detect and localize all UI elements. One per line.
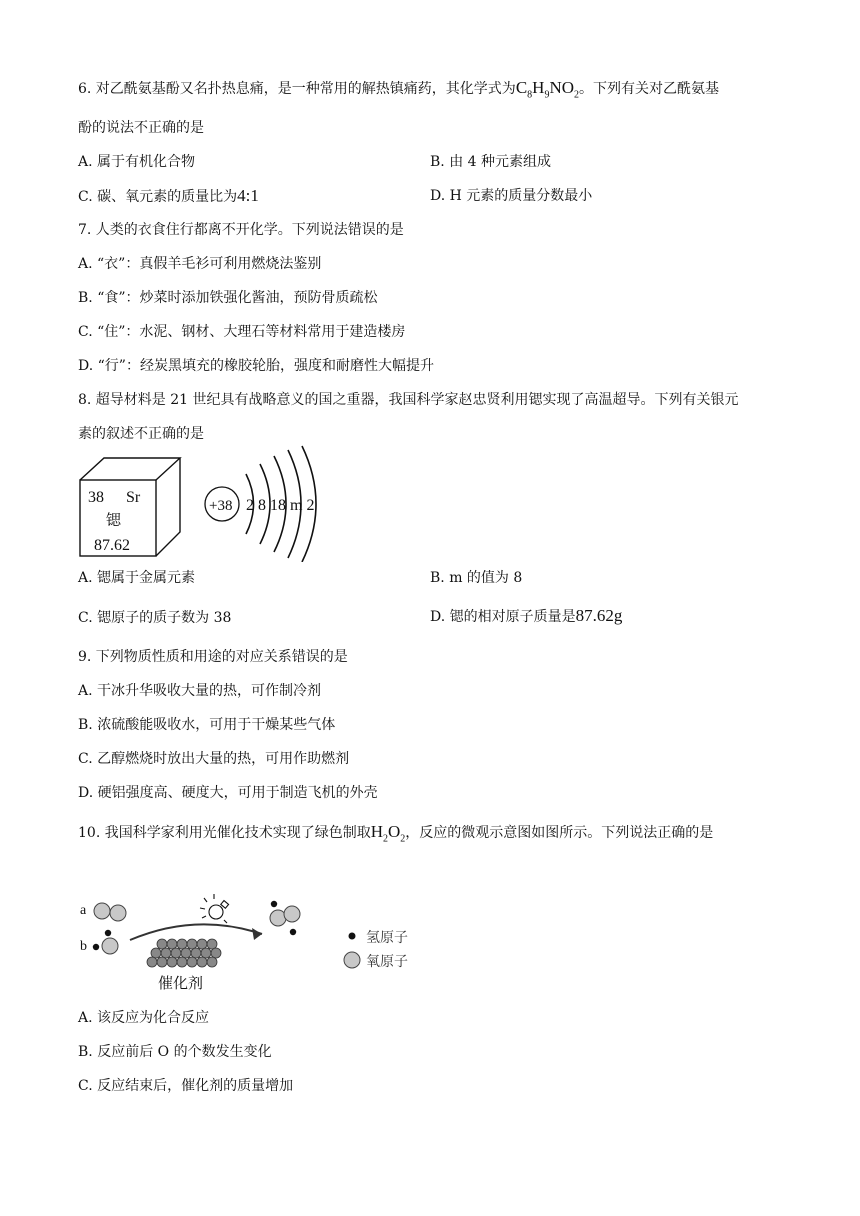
q7-option-a: A. “衣”：真假羊毛衫可利用燃烧法鉴别 [78,256,322,272]
q9-option-b: B. 浓硫酸能吸收水，可用于干燥某些气体 [78,717,336,733]
q6-formula: $C_8H_9NO_2$ [515,78,579,101]
catalyst-surface [147,939,221,967]
product-oxygen-2 [284,906,300,922]
q8-option-c: C. 锶原子的质子数为 38 [78,610,232,626]
q10-option-b: B. 反应前后 O 的个数发生变化 [78,1044,272,1060]
q7-stem: 7. 人类的衣食住行都离不开化学。下列说法错误的是 [78,222,404,238]
q6-stem-line1 [78,78,719,105]
label-a: a [80,903,87,918]
element-name: 锶 [106,511,122,529]
q7-option-b: B. “食”：炒菜时添加铁强化酱油，预防骨质疏松 [78,290,378,306]
label-b: b [80,939,87,954]
q6-stem-text: 6. 对乙酰氨基酚又名扑热息痛，是一种常用的解热镇痛药，其化学式为 [78,81,516,97]
electron-shells: 2 8 18 m 2 [246,497,315,514]
q8-option-a: A. 锶属于金属元素 [78,570,196,586]
legend-hydrogen-dot [349,933,356,940]
q6-option-d: D. H 元素的质量分数最小 [430,188,593,204]
q6-option-a: A. 属于有机化合物 [78,154,196,170]
q8-stem-line1: 8. 超导材料是 21 世纪具有战略意义的国之重器，我国科学家赵忠贤利用锶实现了高温超导。下列有关银元 [78,392,739,408]
q8-mass-value: 87.62g [575,606,623,625]
q6-ratio: 4:1 [237,186,259,205]
q6-option-b: B. 由 4 种元素组成 [430,154,551,170]
product-hydrogen-1 [271,901,277,907]
product-hydrogen-2 [290,929,296,935]
reactant-a-oxygen-2 [110,905,126,921]
element-mass: 87.62 [94,537,130,554]
reactant-a-oxygen-1 [94,903,110,919]
legend-hydrogen-label: 氢原子 [366,930,408,946]
q9-option-c: C. 乙醇燃烧时放出大量的热，可用作助燃剂 [78,751,350,767]
q6-stem-text-end: 。下列有关对乙酰氨基 [579,81,719,97]
q7-option-c: C. “住”：水泥、钢材、大理石等材料常用于建造楼房 [78,324,406,340]
product-oxygen-1 [270,910,286,926]
reaction-arrow [130,924,262,940]
legend-oxygen-dot [344,952,360,968]
q8-option-b: B. m 的值为 8 [430,570,523,586]
q8-stem-line2: 素的叙述不正确的是 [78,426,204,442]
q10-formula: $H_2O_2$ [370,822,406,845]
q10-option-a: A. 该反应为化合反应 [78,1010,210,1026]
atom-structure [205,446,316,562]
q10-option-c: C. 反应结束后，催化剂的质量增加 [78,1078,294,1094]
q6-option-c: C. 碳、氧元素的质量比为4:1 [78,186,259,205]
reactant-b-hydrogen-2 [105,930,111,936]
q10-reaction-diagram [76,888,426,998]
element-number: 38 [88,489,104,506]
q9-option-d: D. 硬铝强度高、硬度大，可用于制造飞机的外壳 [78,785,378,801]
q7-option-d: D. “行”：经炭黑填充的橡胶轮胎，强度和耐磨性大幅提升 [78,358,434,374]
catalyst-label: 催化剂 [158,974,204,992]
q8-option-d: D. 锶的相对原子质量是87.62g [430,606,623,625]
lightbulb-icon [200,894,229,923]
q9-option-a: A. 干冰升华吸收大量的热，可作制冷剂 [78,683,322,699]
nucleus-charge: +38 [209,498,233,514]
q6-stem-line2: 酚的说法不正确的是 [78,120,204,136]
reactant-b-hydrogen-1 [93,944,99,950]
legend-oxygen-label: 氧原子 [366,954,408,970]
element-symbol: Sr [126,489,141,506]
q8-figure [76,444,336,562]
reactant-b-oxygen [102,938,118,954]
q10-stem: 10. 我国科学家利用光催化技术实现了绿色制取$H_2O_2$，反应的微观示意图如图所示。下列说法正确的是 [78,822,714,845]
q9-stem: 9. 下列物质性质和用途的对应关系错误的是 [78,649,348,665]
